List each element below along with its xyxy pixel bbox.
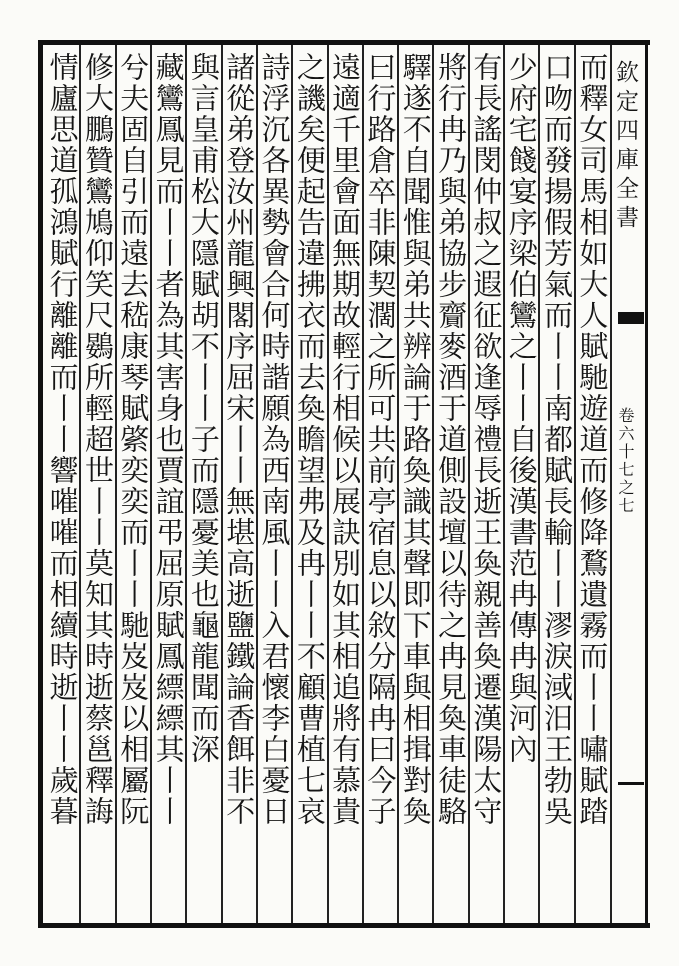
book-title: 欽定四庫全書 bbox=[612, 60, 638, 234]
text-column: 遠適千里會面無期故輕行相候以展訣別如其相追將有慕貴 bbox=[328, 52, 363, 827]
volume-section: 卷六十七之七 bbox=[616, 407, 635, 515]
text-column: 驛遂不自聞惟與弟共辨論于路奐識其聲即下車與相揖對奐 bbox=[398, 52, 433, 827]
text-column: 藏鸞鳳見而丨丨者為其害身也賈誼弔屈原賦鳳縹縹其丨丨 bbox=[151, 52, 186, 827]
text-column: 而釋女司馬相如大人賦馳遊道而修降鶩遺霧而丨丨嘯賦踏 bbox=[575, 52, 610, 827]
text-column: 將行冉乃與弟協步齎麥酒于道側設壇以待之冉見奐車徒駱 bbox=[434, 52, 469, 827]
text-column: 修大鵬贊鸞鳩仰笑尺鷃所輕超世丨丨莫知其時逝蔡邕釋誨 bbox=[80, 52, 115, 827]
text-column: 之譏矣便起告違拂衣而去奐瞻望弗及冉丨丨不顧曹植七哀 bbox=[292, 52, 327, 827]
text-column: 口吻而發揚假芳氣而丨丨南都賦長輸丨丨漻淚淢汨王勃吳 bbox=[540, 52, 575, 827]
text-column: 有長謠閔仲叔之遐征欲逢辱禮長逝王奐親善奐遷漢陽太守 bbox=[469, 52, 504, 827]
text-column: 少府宅餞宴序梁伯鸞之丨丨自後漢書范冉傳冉與河內 bbox=[504, 52, 539, 765]
text-column: 與言皇甫松大隱賦胡不丨丨子而隱憂美也龜龍聞而深 bbox=[186, 52, 221, 765]
text-column: 兮夫固自引而遠去嵇康琴賦綮奕奕而丨丨馳岌岌以相屬阮 bbox=[116, 52, 151, 827]
margin-column bbox=[612, 60, 642, 880]
text-column: 諸從弟登汝州龍興閣序屈宋丨丨無堪高逝鹽鐵論香餌非不 bbox=[222, 52, 257, 827]
margin-rule bbox=[610, 45, 612, 923]
text-column: 情廬思道孤鴻賦行離離而丨丨響嗺嗺而相續時逝丨丨歲暮 bbox=[45, 52, 80, 827]
text-column: 曰行路倉卒非陳契濶之所可共前亭宿息以敘分隔冉曰今子 bbox=[363, 52, 398, 827]
text-column: 詩浮沉各異勢會合何時諧願為西南風丨丨入君懷李白憂日 bbox=[257, 52, 292, 827]
